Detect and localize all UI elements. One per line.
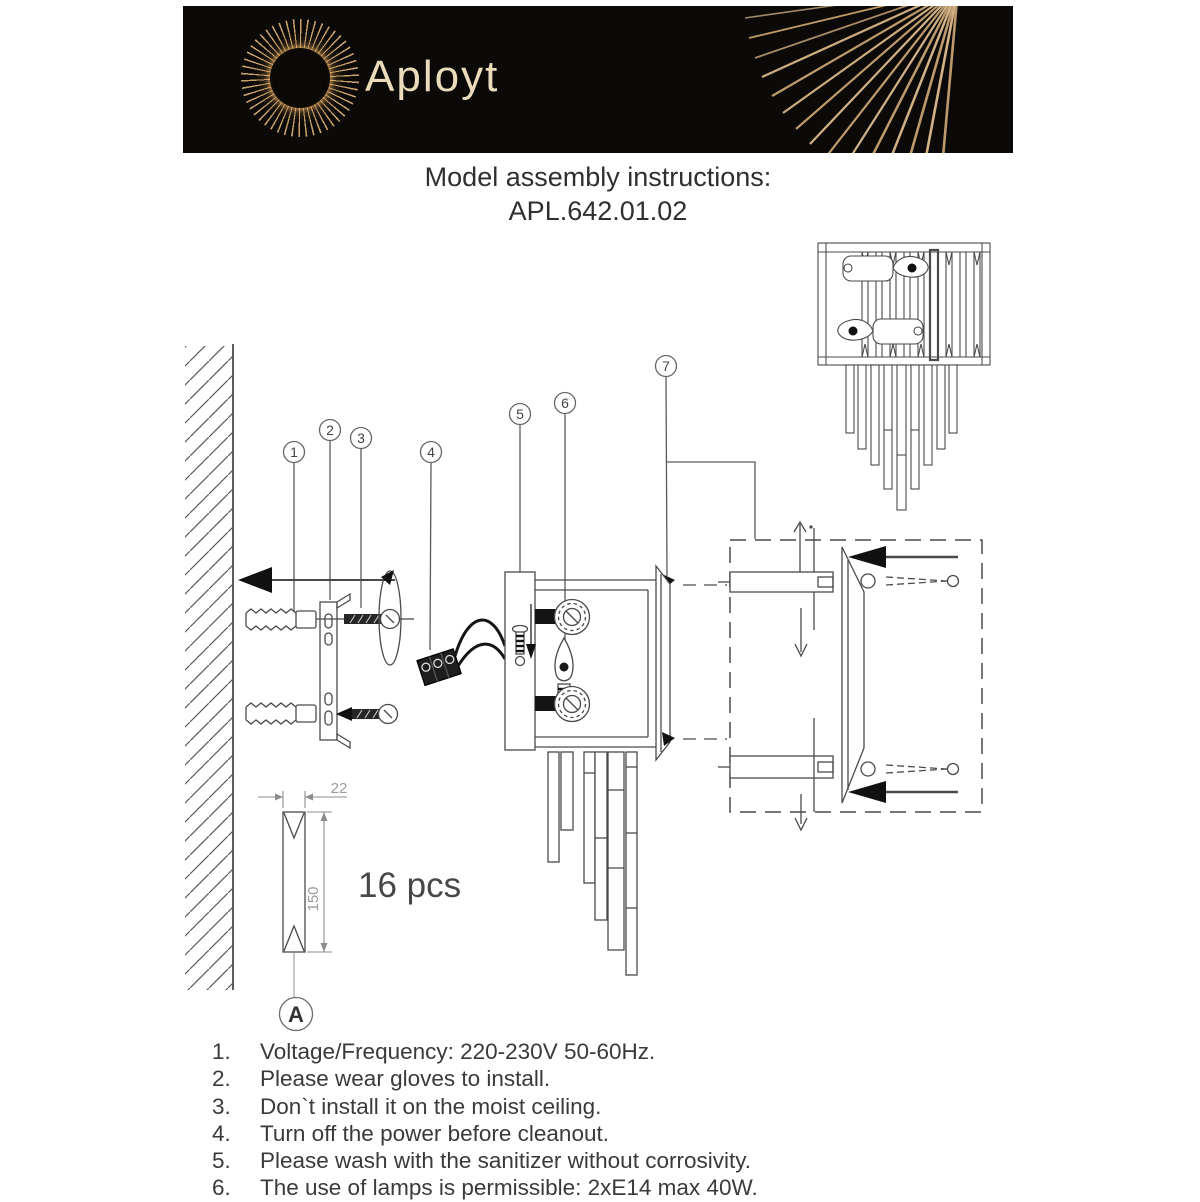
eyelet-bottom	[861, 762, 875, 776]
front-glass-plate	[656, 566, 670, 760]
dimension-height: 150	[305, 886, 322, 912]
instruction-item	[212, 1065, 972, 1092]
eyelet-top	[861, 574, 875, 588]
instruction-item	[212, 1120, 972, 1147]
rod-count-label: 16 pcs	[358, 866, 462, 905]
assembly-diagram	[0, 230, 1200, 1050]
dimension-width: 22	[330, 780, 348, 797]
detail-a-label: A	[288, 1002, 304, 1027]
pin-bottom	[886, 765, 947, 769]
glass-plate-side-view	[842, 547, 864, 803]
lamp-socket-bottom	[535, 687, 590, 722]
instruction-item	[212, 1174, 972, 1201]
page-title	[183, 160, 1013, 228]
instruction-text: The use of lamps is permissible: 2xE14 max 40W.	[260, 1175, 758, 1201]
svg-text:5: 5	[516, 406, 524, 422]
svg-text:6: 6	[561, 395, 569, 411]
instruction-text: Please wear gloves to install.	[260, 1066, 551, 1092]
instruction-number: 3.	[212, 1093, 231, 1119]
title-line1: Model assembly instructions:	[424, 162, 772, 192]
instruction-item	[212, 1093, 972, 1120]
instruction-text: Voltage/Frequency: 220-230V 50-60Hz.	[260, 1039, 656, 1064]
svg-text:4: 4	[427, 444, 435, 460]
instruction-item	[212, 1038, 972, 1065]
lamp-backplate	[505, 572, 536, 750]
instruction-number: 5.	[212, 1148, 231, 1174]
brand-banner	[183, 6, 1013, 153]
svg-text:1: 1	[290, 444, 298, 460]
instruction-number: 2.	[212, 1066, 231, 1092]
crystal-rod-detail	[258, 780, 461, 1031]
lamp-socket-top	[535, 600, 590, 635]
instruction-text: Turn off the power before cleanout.	[260, 1120, 609, 1146]
starburst-core	[270, 48, 330, 108]
instruction-number: 4.	[212, 1120, 231, 1146]
instruction-text: Please wash with the sanitizer without corrosivity.	[260, 1148, 752, 1174]
crystal-rods	[548, 752, 637, 975]
lamp-render	[818, 243, 990, 510]
mounting-screw-bottom	[336, 705, 398, 724]
install-direction-arrow	[238, 567, 395, 593]
title-line2: APL.642.01.02	[508, 196, 688, 226]
svg-text:7: 7	[662, 358, 670, 374]
instruction-text: Don`t install it on the moist ceiling.	[260, 1093, 602, 1119]
wall-section	[185, 344, 233, 990]
brand-name: Aployt	[365, 52, 500, 101]
instruction-number: 1.	[212, 1039, 231, 1064]
svg-text:3: 3	[357, 430, 365, 446]
detail-view-box	[718, 522, 982, 830]
callout-bubbles	[284, 356, 677, 463]
wall-anchor-bottom	[246, 703, 316, 724]
instruction-item	[212, 1147, 972, 1174]
svg-text:2: 2	[326, 422, 334, 438]
instruction-list	[212, 1038, 972, 1202]
wall-anchor-top	[246, 609, 316, 630]
instruction-number: 6.	[212, 1175, 231, 1201]
pin-top	[886, 577, 947, 581]
